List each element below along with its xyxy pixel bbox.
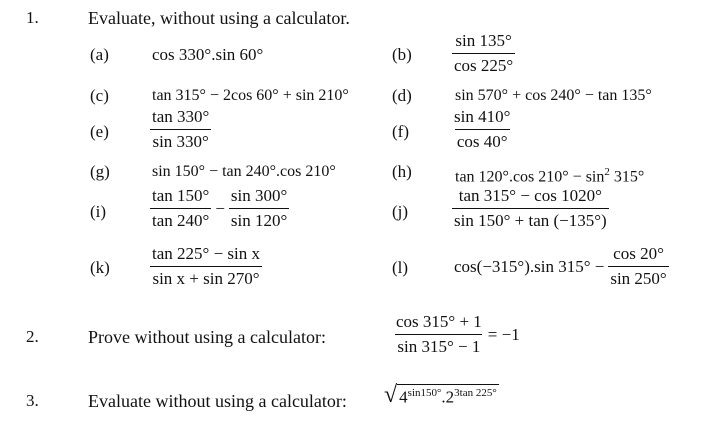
- item-l-denominator: sin 250°: [608, 266, 668, 289]
- question-2-number: 2.: [26, 327, 39, 346]
- item-i-denominator-2: sin 120°: [229, 208, 289, 231]
- question-3-number: 3.: [26, 391, 39, 410]
- item-j-numerator: tan 315° − cos 1020°: [458, 186, 602, 205]
- item-l-label: (l): [392, 258, 409, 277]
- question-3-middle: .2: [441, 387, 455, 407]
- item-k-numerator: tan 225° − sin x: [152, 244, 260, 263]
- item-f-fraction: [452, 107, 512, 152]
- item-h-label: (h): [392, 162, 412, 181]
- question-3-radicand: [397, 384, 499, 408]
- question-1-instruction: Evaluate, without using a calculator.: [88, 8, 350, 28]
- item-b-label: (b): [392, 45, 412, 64]
- item-e-label: (e): [90, 122, 109, 141]
- item-d-expression: sin 570° + cos 240° − tan 135°: [455, 87, 652, 104]
- item-e-denominator: sin 330°: [150, 129, 210, 152]
- question-2-fraction: [394, 312, 484, 357]
- item-c-label: (c): [90, 86, 109, 105]
- item-i-label: (i): [90, 202, 107, 221]
- question-3-instruction: Evaluate without using a calculator:: [88, 391, 347, 411]
- item-j-fraction: [452, 186, 609, 231]
- item-h-expression: [455, 162, 644, 187]
- item-k-fraction: [150, 244, 262, 289]
- question-3-base: 4: [399, 387, 408, 407]
- question-2-instruction: Prove without using a calculator:: [88, 327, 326, 347]
- item-e-fraction: [150, 107, 211, 152]
- item-j-denominator: sin 150° + tan (−135°): [452, 208, 609, 231]
- question-2-denominator: sin 315° − 1: [395, 334, 482, 357]
- item-l-expression: [454, 244, 669, 289]
- item-i-expression: [150, 186, 289, 231]
- question-3-radical: [384, 384, 499, 408]
- question-2-expression: [394, 312, 520, 357]
- question-2-numerator: cos 315° + 1: [396, 312, 482, 331]
- item-i-fraction-2: [229, 186, 289, 231]
- item-k-label: (k): [90, 258, 110, 277]
- square-root-icon: √: [384, 382, 398, 408]
- item-l-fraction: [608, 244, 668, 289]
- item-g-label: (g): [90, 162, 110, 181]
- item-f-label: (f): [392, 122, 409, 141]
- item-b-fraction: [452, 31, 515, 76]
- item-g-expression: sin 150° − tan 240°.cos 210°: [152, 163, 336, 180]
- item-b-denominator: cos 225°: [452, 53, 515, 76]
- item-l-numerator: cos 20°: [613, 244, 664, 263]
- question-2-rhs: = −1: [487, 324, 520, 344]
- item-f-numerator: sin 410°: [454, 107, 511, 126]
- item-i-denominator-1: tan 240°: [150, 208, 211, 231]
- question-1-number: 1.: [26, 8, 39, 27]
- item-i-operator: −: [215, 198, 225, 218]
- item-a-label: (a): [90, 45, 109, 64]
- item-d-label: (d): [392, 86, 412, 105]
- item-l-expression-text: cos(−315°).sin 315° −: [454, 256, 605, 276]
- question-3-exponent-2: 3tan 225°: [454, 387, 497, 399]
- item-j-label: (j): [392, 202, 409, 221]
- item-a-expression: cos 330°.sin 60°: [152, 45, 264, 64]
- item-h-exponent: 2: [604, 166, 610, 178]
- item-e-numerator: tan 330°: [152, 107, 210, 126]
- item-k-denominator: sin x + sin 270°: [150, 266, 261, 289]
- item-h-expression-part-a: tan 120°.cos 210° − sin: [455, 168, 605, 186]
- item-i-numerator-1: tan 150°: [152, 186, 210, 205]
- item-i-fraction-1: [150, 186, 211, 231]
- item-i-numerator-2: sin 300°: [230, 186, 288, 205]
- item-f-denominator: cos 40°: [455, 129, 510, 152]
- item-b-numerator: sin 135°: [455, 31, 512, 50]
- item-c-expression: tan 315° − 2cos 60° + sin 210°: [152, 87, 349, 104]
- question-3-exponent-1: sin150°: [407, 387, 442, 399]
- item-h-expression-part-b: 315°: [609, 168, 645, 186]
